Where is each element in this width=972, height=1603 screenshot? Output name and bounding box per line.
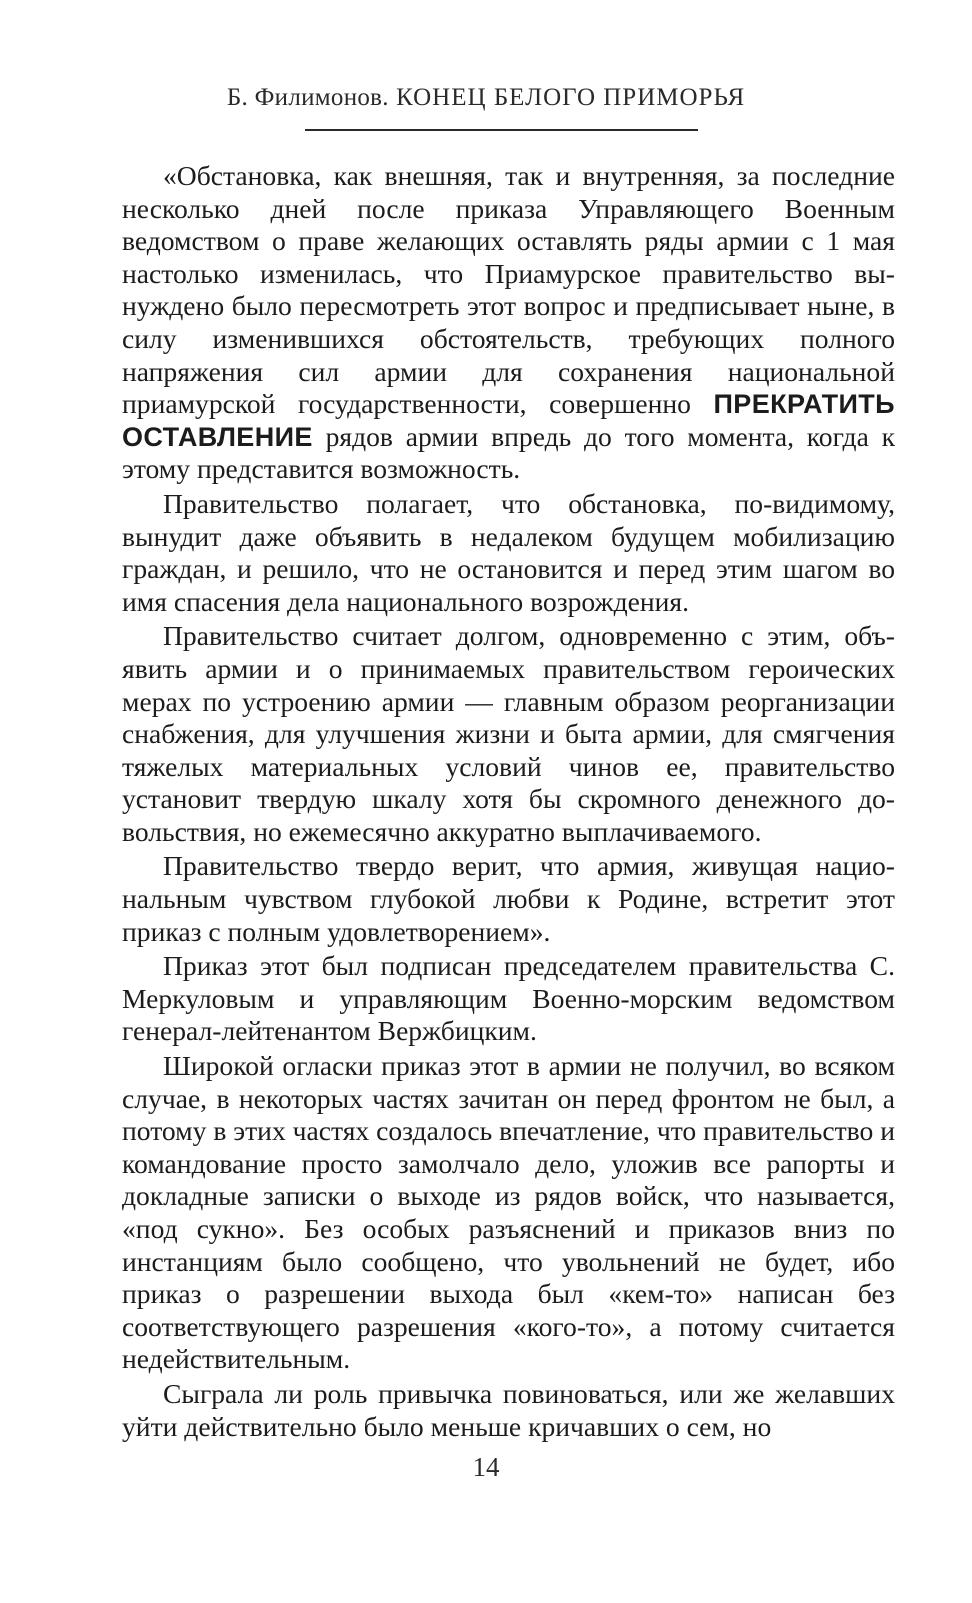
paragraph-order-quote	[122, 160, 895, 486]
paragraph-mobilization: Правительство полагает, что обстановка, по-видимому, вынудит даже объявить в недалеком будущем мобилизацию граждан, и решило, что не остановится и перед этим шагом во имя спасения дела национального возрождения.	[122, 487, 895, 617]
paragraph-government-belief: Правительство твердо верит, что армия, живущая национальным чувством глубокой любви к Родине, встретит этот приказ с полным удовлетворением».	[122, 850, 895, 947]
emphasis-stop-leaving: ПРЕКРАТИТЬ ОСТАВЛЕНИЕ	[122, 389, 895, 452]
paragraph-order-quote-start: «Обстановка, как внешняя, так и внутренняя, за последние несколько дней после приказа Управляющего Военным ведомством о праве желающих оставлять ряды армии с 1 мая настолько изменилась, что Приамурское правительство вынуждено было пересмотреть этот вопрос и предписывает ныне, в силу изменившихся обстоятельств, требующих полного напряжения сил армии для сохранения национальной приамурской государственности, совершенно	[122, 160, 895, 420]
paragraph-habit-of-obedience: Сыграла ли роль привычка повиноваться, или же желавших уйти действительно было меньше кричавших о сем, но	[122, 1377, 895, 1442]
body-text	[122, 160, 895, 1443]
header-rule	[305, 129, 698, 131]
paragraph-signatures: Приказ этот был подписан председателем правительства С. Меркуловым и управляющим Военно-морским ведомством генерал-лейтенантом Вержбицким.	[122, 950, 895, 1047]
paragraph-army-measures: Правительство считает долгом, одновременно с этим, объявить армии и о принимаемых правительством героических мерах по устроению армии — главным образом реорганизации снабжения, для улучшения жизни и быта армии, для смягчения тяжелых материальных условий чинов ее, правительство установит твердую шкалу хотя бы скромного денежного довольствия, но ежемесячно аккуратно выплачиваемого.	[122, 620, 895, 847]
running-head-author: Б. Филимонов.	[226, 84, 389, 111]
page-number: 14	[472, 1452, 500, 1482]
running-head-title: КОНЕЦ БЕЛОГО ПРИМОРЬЯ	[396, 84, 746, 111]
paragraph-no-publicity: Широкой огласки приказ этот в армии не получил, во всяком случае, в некоторых частях зачитан он перед фронтом не был, а потому в этих частях создалось впечатление, что правительство и командование просто замолчало дело, уложив все рапорты и докладные записки о выходе из рядов войск, что называется, «под сукно». Без особых разъяснений и приказов вниз по инстанциям было сообщено, что увольнений не будет, ибо приказ о разрешении выхода был «кем-то» написан без соответствующего разрешения «кого-то», а потому считается недействительным.	[122, 1050, 895, 1375]
paragraph-order-quote-end: рядов армии впредь до того момента, когда к этому представится возможность.	[122, 420, 895, 485]
running-head	[0, 84, 972, 112]
